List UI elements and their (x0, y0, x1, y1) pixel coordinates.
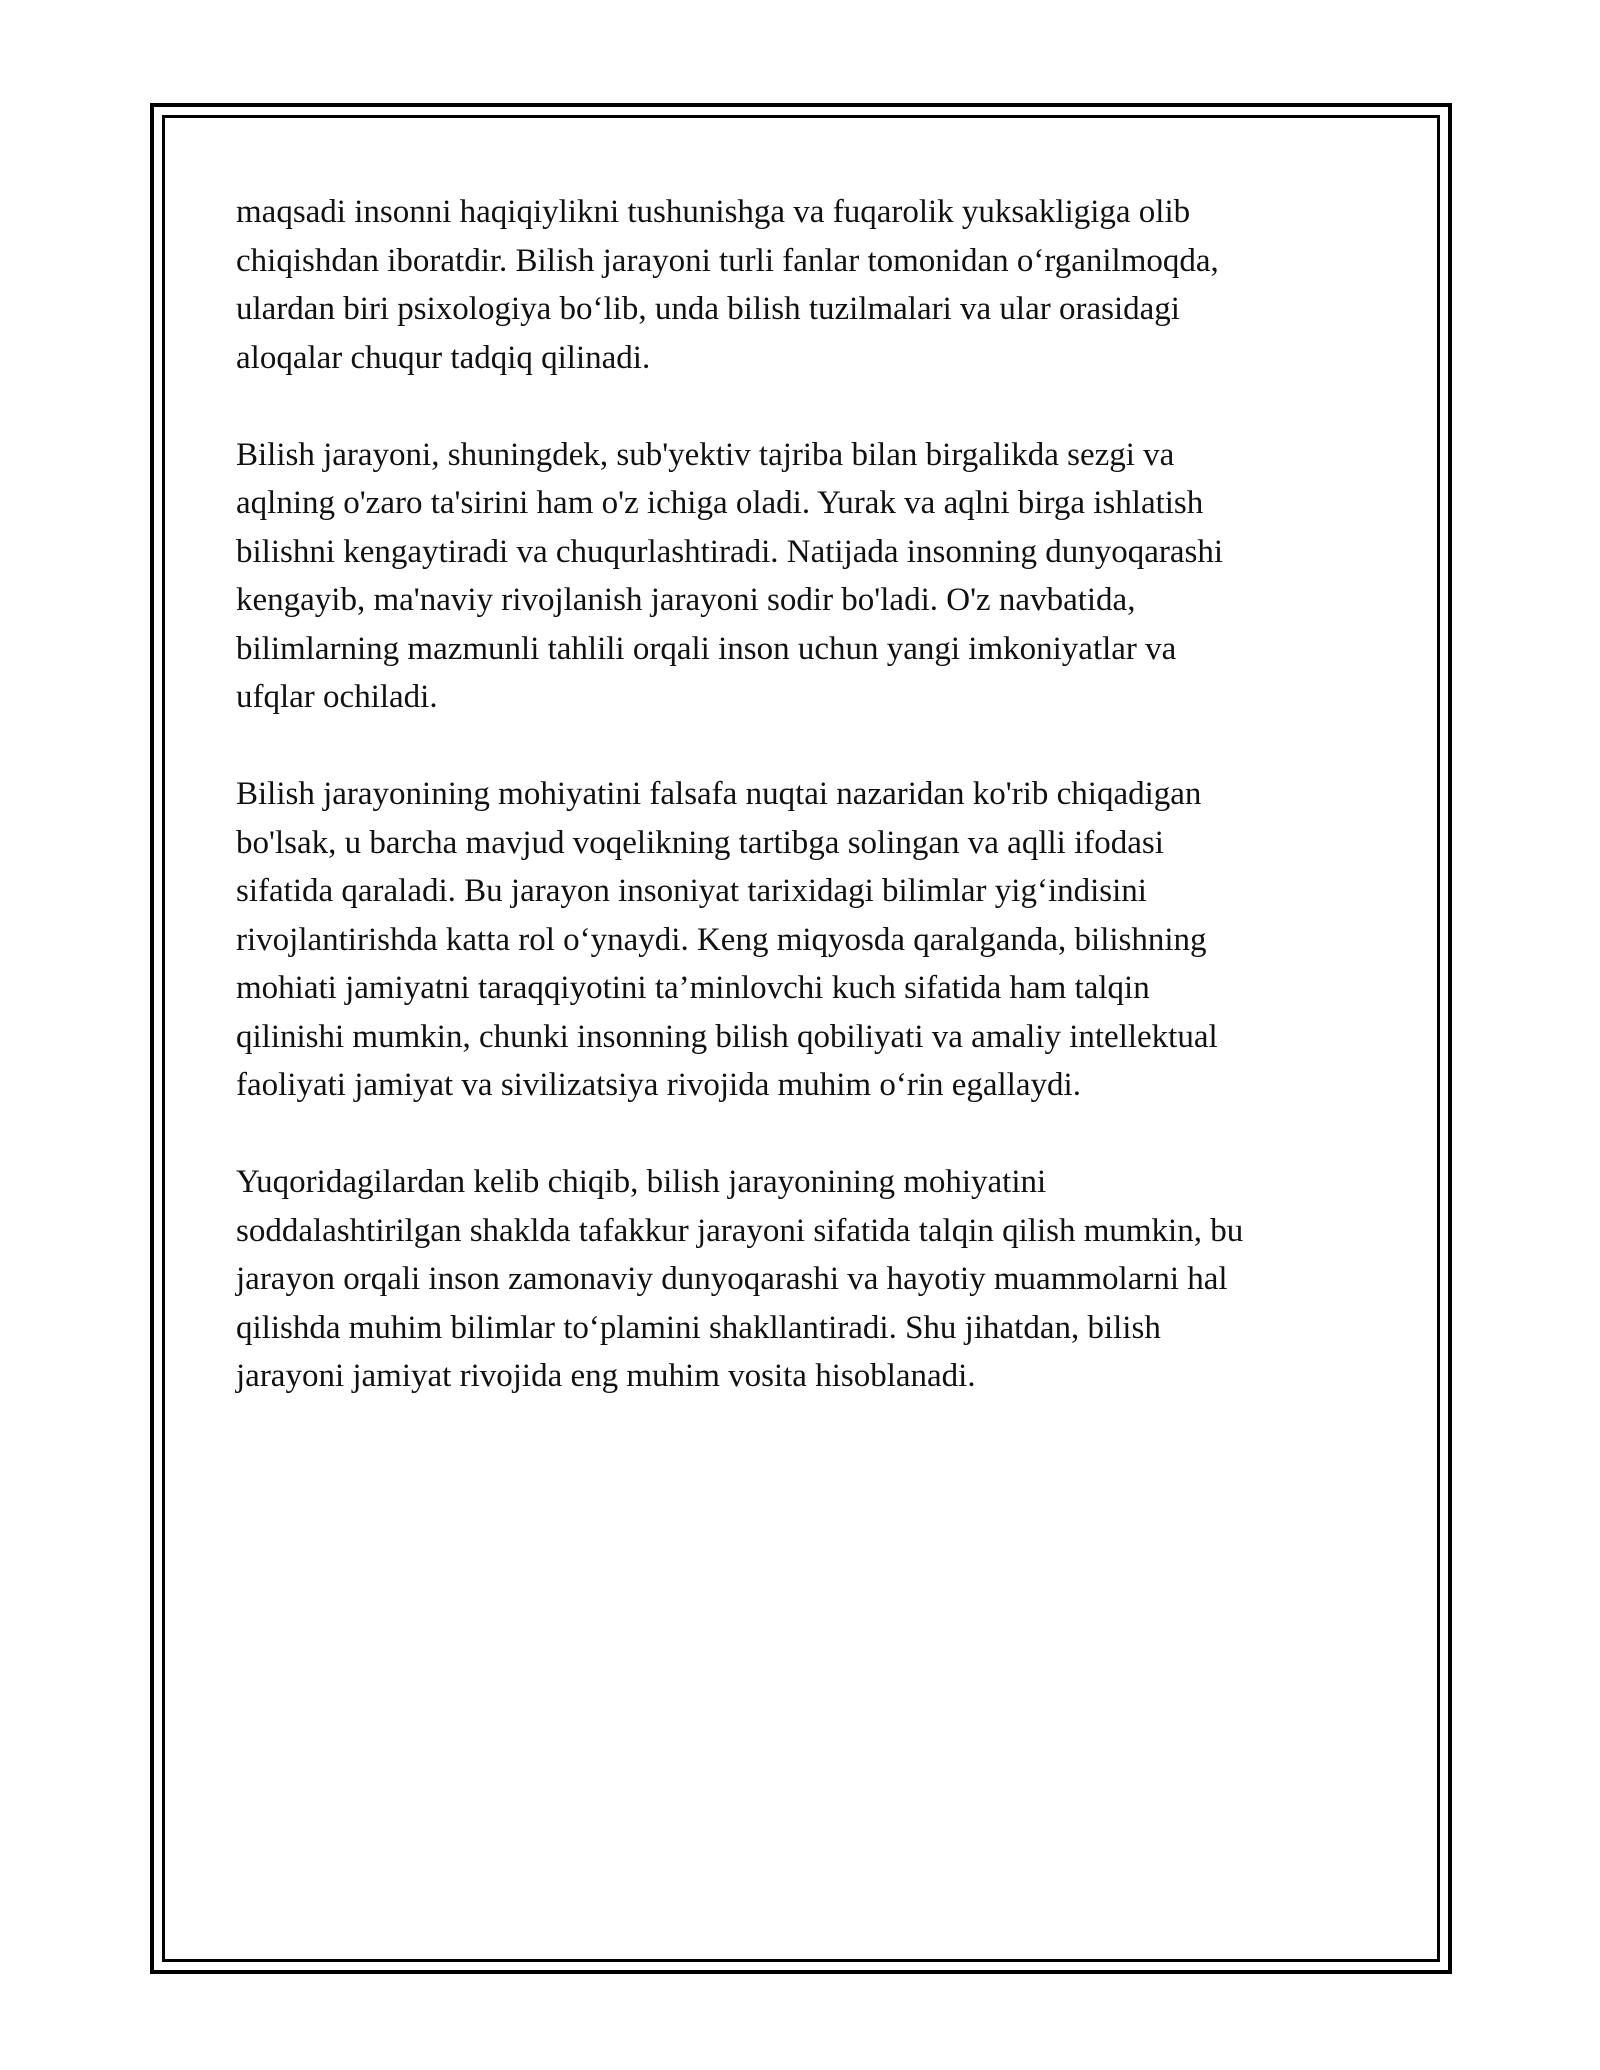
paragraph-1: maqsadi insonni haqiqiylikni tushunishga va fuqarolik yuksakligiga olib chiqishdan iboratdir. Bilish jarayoni turli fanlar tomonidan o‘rganilmoqda, ulardan biri psixologiya bo‘lib, unda bilish tuzilmalari va ular orasidagi aloqalar chuqur tadqiq qilinadi. (236, 194, 1219, 376)
paragraph-2: Bilish jarayoni, shuningdek, sub'yektiv tajriba bilan birgalikda sezgi va aqlning o'zaro ta'sirini ham o'z ichiga oladi. Yurak va aqlni birga ishlatish bilishni kengaytiradi va chuqurlashtiradi. Natijada insonning dunyoqarashi kengayib, ma'naviy rivojlanish jarayoni sodir bo'ladi. O'z navbatida, bilimlarning mazmunli tahlili orqali inson uchun yangi imkoniyatlar va ufqlar ochiladi. (236, 436, 1224, 715)
paragraph-4: Yuqoridagilardan kelib chiqib, bilish jarayonining mohiyatini soddalashtirilgan shaklda tafakkur jarayoni sifatida talqin qilish mumkin, bu jarayon orqali inson zamonaviy dunyoqarashi va hayotiy muammolarni hal qilishda muhim bilimlar to‘plamini shakllantiradi. Shu jihatdan, bilish jarayoni jamiyat rivojida eng muhim vosita hisoblanadi. (236, 1164, 1244, 1394)
document-body (236, 188, 1376, 1449)
paragraph-3: Bilish jarayonining mohiyatini falsafa nuqtai nazaridan ko'rib chiqadigan bo'lsak, u barcha mavjud voqelikning tartibga solingan va aqlli ifodasi sifatida qaraladi. Bu jarayon insoniyat tarixidagi bilimlar yig‘indisini rivojlantirishda katta rol o‘ynaydi. Keng miqyosda qaralganda, bilishning mohiati jamiyatni taraqqiyotini ta’minlovchi kuch sifatida ham talqin qilinishi mumkin, chunki insonning bilish qobiliyati va amaliy intellektual faoliyati jamiyat va sivilizatsiya rivojida muhim o‘rin egallaydi. (236, 776, 1218, 1103)
